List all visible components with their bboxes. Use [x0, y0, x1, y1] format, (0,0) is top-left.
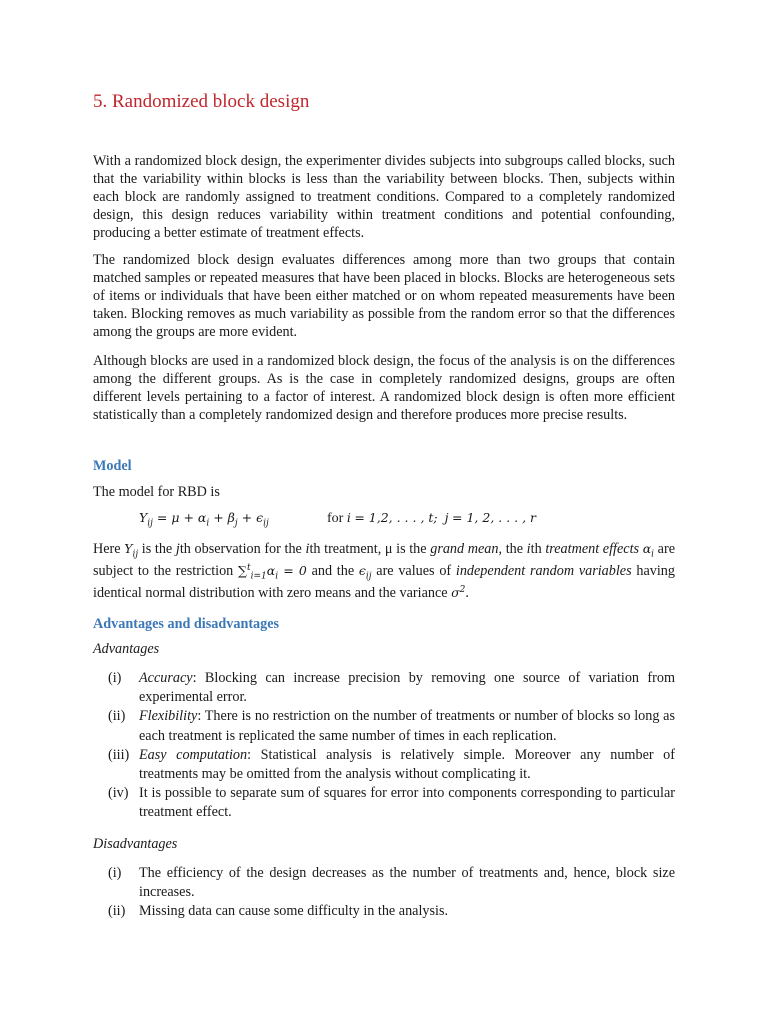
advantages-list: [108, 669, 675, 823]
section-title: 5. Randomized block design: [93, 91, 310, 112]
list-item: (i) The efficiency of the design decreases as the number of treatments and, hence, block size increases.: [108, 865, 675, 901]
list-item: (iii) Easy computation: Statistical analysis is relatively simple. Moreover any number of treatments may be omitted from the analysis without complicating it.: [108, 746, 675, 783]
model-heading: Model: [93, 458, 132, 474]
paragraph-intro: With a randomized block design, the experimenter divides subjects into subgroups called blocks, such that the variability within blocks is less than the variability between blocks. Then, subjects within each block are randomly assigned to treatment conditions. Compared to a completely randomized design, this design reduces variability within treatment conditions and potential confounding, producing a better estimate of treatment effects.: [93, 153, 675, 242]
list-item: (i) Accuracy: Blocking can increase precision by removing one source of variation from experimental error.: [108, 670, 675, 706]
advantages-heading: Advantages and disadvantages: [93, 616, 280, 632]
list-item: (ii) Flexibility: There is no restriction on the number of treatments or number of blocks so long as each treatment is replicated the same number of times in each replication.: [108, 708, 675, 744]
model-description: Here $Y_{ij}$ is the jth observation for the ith treatment, μ is the grand mean, the ith treatment effects $\alpha_i$ are subject to the restriction $\sum^t_{i=1}\alpha_i = 0$ and the $\epsilon_{ij}$ are values of independent random variables having identical normal distribution with zero means and the variance $\sigma^2$.: [93, 541, 675, 601]
j-range: = 1, 2, . . . , r: [452, 510, 537, 525]
list-item: (iv) It is possible to separate sum of squares for error into components corresponding to particular treatment effect.: [108, 785, 675, 821]
advantages-subheading: Advantages: [93, 641, 160, 657]
list-item: (ii) Missing data can cause some difficulty in the analysis.: [108, 903, 449, 920]
paragraph-focus: Although blocks are used in a randomized block design, the focus of the analysis is on the differences among the different groups. As is the case in completely randomized designs, groups are often different levels pertaining to a factor of interest. A randomized block design is often more efficient statistically than a completely randomized design and therefore produces more precise results.: [93, 353, 675, 424]
disadvantages-list: [108, 864, 675, 922]
model-intro: The model for RBD is: [93, 484, 220, 500]
model-equation-range: for i = 1,2, . . . , t; j = 1, 2, . . . , r: [327, 510, 537, 526]
equation-for: for: [327, 511, 344, 526]
paragraph-evaluation: The randomized block design evaluates differences among more than two groups that contain matched samples or repeated measures that have been placed in blocks. Blocks are heterogeneous sets of items or individuals that have been either matched or on whom repeated measurements have been taken. Blocking removes as much variability as possible from the random error so that the differences among the groups are more evident.: [93, 252, 675, 341]
i-range: = 1,2, . . . , t;: [354, 510, 438, 525]
model-equation: $Y_{ij} = \mu + \alpha_i + \beta_j + \epsilon_{ij}$: [139, 510, 269, 529]
disadvantages-subheading: Disadvantages: [93, 836, 178, 852]
